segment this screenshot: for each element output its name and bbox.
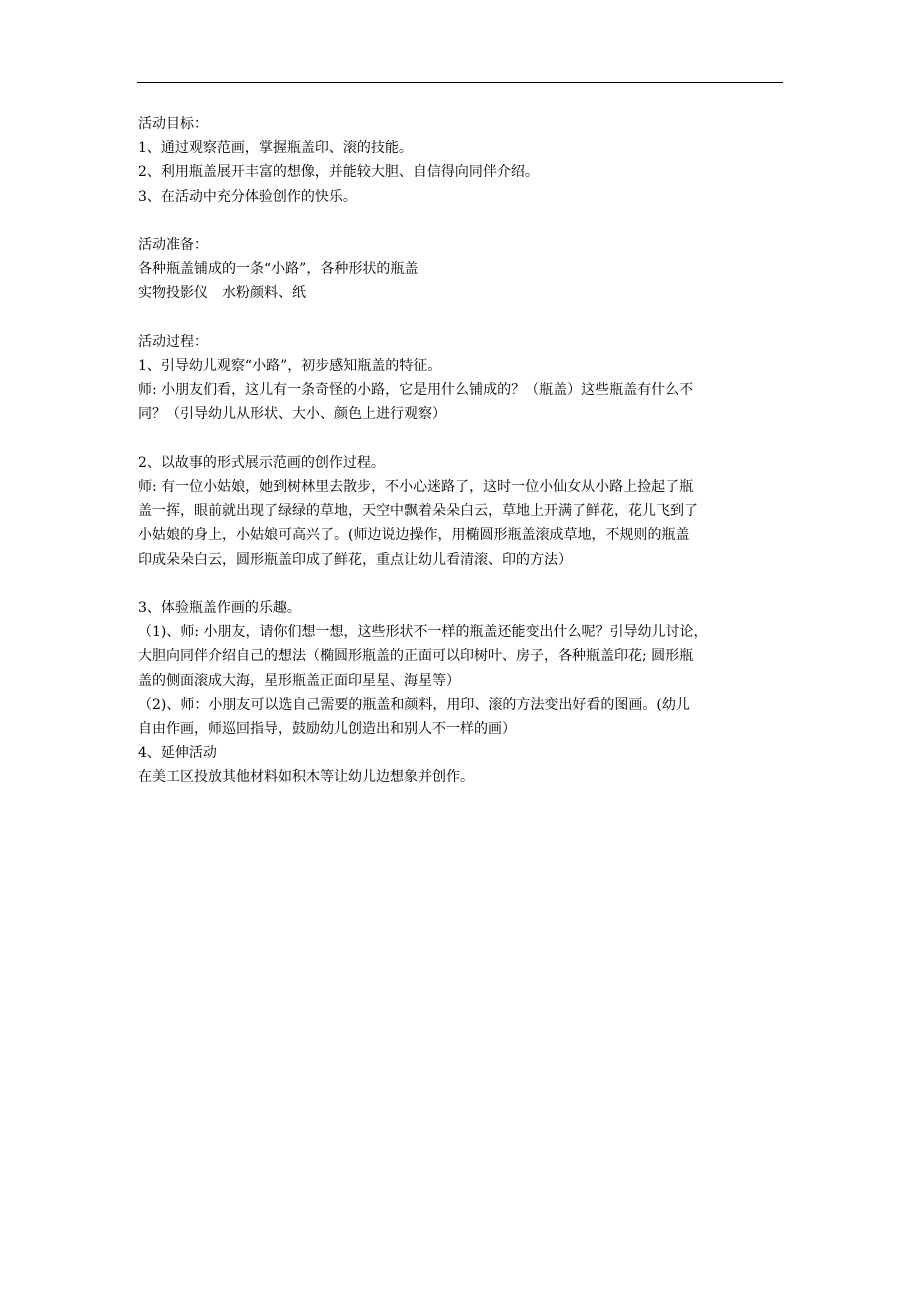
paragraph-line: 大胆向同伴介绍自己的想法（椭圆形瓶盖的正面可以印树叶、房子，各种瓶盖印花; 圆形瓶 (138, 648, 694, 665)
paragraph-line: 盖的侧面滚成大海，星形瓶盖正面印星星、海星等） (138, 672, 460, 689)
spacer (138, 306, 786, 330)
spacer (138, 427, 786, 451)
document-body (138, 112, 786, 790)
section-heading: 活动准备： (138, 237, 208, 253)
paragraph-line: 3、体验瓶盖作画的乐趣。 (138, 600, 301, 616)
section-process (138, 330, 786, 427)
section-heading: 活动过程： (138, 333, 208, 350)
paragraph-line: 各种瓶盖铺成的一条“小路”，各种形状的瓶盖 (138, 261, 419, 278)
section-experience (138, 596, 786, 790)
paragraph-line: 1、引导幼儿观察“小路”，初步感知瓶盖的特征。 (138, 358, 442, 374)
spacer (138, 209, 786, 233)
section-heading: 活动目标： (138, 116, 208, 132)
paragraph-line: 4、延伸活动 (138, 745, 217, 762)
section-story (138, 451, 786, 572)
section-preparation (138, 233, 786, 306)
goal-item: 2、利用瓶盖展开丰富的想像，并能较大胆、自信得向同伴介绍。 (138, 164, 539, 181)
paragraph-line: 小姑娘的身上，小姑娘可高兴了。(师边说边操作，用椭圆形瓶盖滚成草地，不规则的瓶盖 (138, 527, 690, 544)
spacer (138, 572, 786, 596)
paragraph-line: 同？（引导幼儿从形状、大小、颜色上进行观察） (138, 406, 446, 423)
paragraph-line: 2、以故事的形式展示范画的创作过程。 (138, 454, 385, 471)
header-rule (137, 82, 783, 83)
paragraph-line: 盖一挥，眼前就出现了绿绿的草地，天空中飘着朵朵白云，草地上开满了鲜花，花儿飞到了 (138, 503, 698, 520)
paragraph-line: （2)、师：小朋友可以选自己需要的瓶盖和颜料，用印、滚的方法变出好看的图画。(幼儿 (138, 696, 690, 713)
paragraph-line: 师: 小朋友们看，这儿有一条奇怪的小路，它是用什么铺成的？（瓶盖）这些瓶盖有什么不 (138, 382, 694, 399)
paragraph-line: 印成朵朵白云，圆形瓶盖印成了鲜花，重点让幼儿看清滚、印的方法） (138, 551, 572, 568)
paragraph-line: 师: 有一位小姑娘，她到树林里去散步，不小心迷路了，这时一位小仙女从小路上捡起了瓶 (138, 479, 694, 495)
section-goals (138, 112, 786, 209)
goal-item: 3、在活动中充分体验创作的快乐。 (138, 188, 357, 205)
goal-item: 1、通过观察范画，掌握瓶盖印、滚的技能。 (138, 140, 413, 157)
paragraph-line: 自由作画，师巡回指导，鼓励幼儿创造出和别人不一样的画） (138, 721, 516, 738)
paragraph-line: 实物投影仪 水粉颜料、纸 (138, 285, 306, 302)
paragraph-line: 在美工区投放其他材料如积木等让幼儿边想象并创作。 (138, 769, 474, 786)
paragraph-line: （1)、师: 小朋友，请你们想一想，这些形状不一样的瓶盖还能变出什么呢？引导幼儿讨论， (138, 624, 708, 641)
